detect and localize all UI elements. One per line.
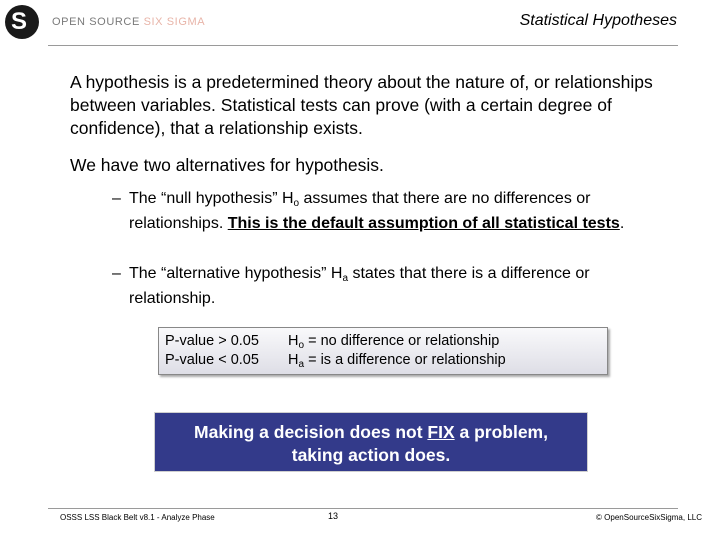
alt-text-a: The “alternative hypothesis” H	[129, 265, 343, 282]
logo-icon: S	[5, 5, 39, 39]
fix-emphasis: FIX	[427, 422, 455, 442]
alternatives-paragraph: We have two alternatives for hypothesis.	[70, 155, 384, 175]
null-subscript: o	[293, 198, 300, 209]
pvalue-conclusion	[288, 333, 499, 349]
decision-text-a: Making a decision does not	[194, 422, 428, 442]
footer-copyright: © OpenSourceSixSigma, LLC	[596, 513, 702, 522]
slide-footer	[0, 508, 720, 538]
hypothesis-symbol: H	[288, 333, 299, 349]
null-text-end: .	[619, 215, 625, 232]
pvalue-threshold: P-value > 0.05	[165, 333, 259, 349]
intro-paragraph: A hypothesis is a predetermined theory about the nature of, or relationships between variables. Statistical tests can prove (with a certain degree of confidence), that a relationship exists.	[70, 72, 653, 138]
conclusion-text: = no difference or relationship	[304, 333, 500, 349]
null-text-a: The “null hypothesis” H	[129, 190, 294, 207]
pvalue-rule-box	[158, 327, 608, 375]
alternative-hypothesis-bullet	[112, 262, 672, 310]
pvalue-threshold: P-value < 0.05	[165, 352, 259, 368]
bullet-dash: –	[112, 265, 121, 282]
decision-line-1	[155, 421, 587, 444]
footer-course-name: OSSS LSS Black Belt v8.1 - Analyze Phase	[60, 513, 215, 522]
bullet-text	[129, 187, 672, 235]
conclusion-text: = is a difference or relationship	[304, 352, 506, 368]
null-text-b: assumes that there are no differences or relationships.	[129, 190, 591, 232]
footer-divider	[48, 508, 678, 509]
bullet-dash: –	[112, 190, 121, 207]
hypothesis-symbol: H	[288, 352, 299, 368]
decision-text-b: a problem,	[454, 422, 548, 442]
bullet-text	[129, 262, 672, 310]
decision-line-2: taking action does.	[291, 445, 451, 465]
hypothesis-subscript: o	[298, 340, 305, 351]
null-hypothesis-bullet	[112, 187, 672, 235]
alt-subscript: a	[342, 273, 348, 284]
brand-name	[52, 16, 205, 28]
page-number: 13	[328, 511, 339, 521]
pvalue-conclusion	[288, 352, 506, 368]
header-divider	[48, 45, 678, 46]
brand-name-accent: SIX SIGMA	[143, 16, 206, 28]
hypothesis-subscript: a	[298, 359, 305, 370]
slide-header	[0, 0, 720, 48]
brand-name-primary: OPEN SOURCE	[52, 16, 144, 28]
page-title: Statistical Hypotheses	[519, 12, 677, 29]
alt-text-b: states that there is a difference or relationship.	[129, 265, 590, 307]
default-assumption-emphasis: This is the default assumption of all statistical tests	[227, 215, 620, 232]
decision-callout	[154, 412, 588, 472]
